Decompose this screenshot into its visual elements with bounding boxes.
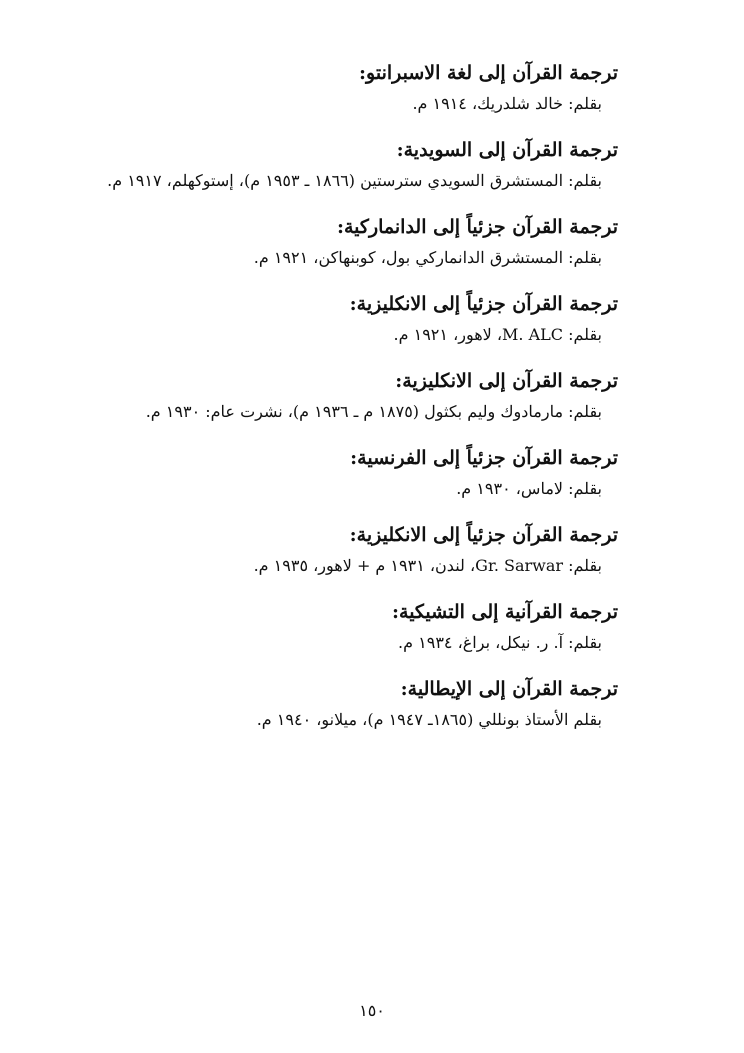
entry-danish-partial bbox=[58, 212, 618, 271]
entry-author-line: بقلم: لاماس، ١٩٣٠ م. bbox=[456, 479, 602, 498]
entry-english-partial-1921 bbox=[58, 289, 618, 348]
entry-author-line: بقلم الأستاذ بونللي (١٨٦٥ـ ١٩٤٧ م)، ميلانو، ١٩٤٠ م. bbox=[256, 710, 602, 729]
entry-heading: ترجمة القرآنية إلى التشيكية: bbox=[392, 601, 618, 623]
translation-entries-list bbox=[58, 58, 618, 751]
entry-author-line: بقلم: المستشرق الدانماركي بول، كوبنهاكن، ١٩٢١ م. bbox=[253, 248, 602, 267]
entry-heading: ترجمة القرآن إلى الإيطالية: bbox=[400, 678, 618, 700]
entry-english-pickthall bbox=[58, 366, 618, 425]
entry-heading: ترجمة القرآن جزئياً إلى الدانماركية: bbox=[336, 216, 618, 238]
entry-author-line: بقلم: M. ALC، لاهور، ١٩٢١ م. bbox=[393, 325, 602, 344]
entry-heading: ترجمة القرآن إلى الانكليزية: bbox=[395, 370, 618, 392]
entry-author-line: بقلم: خالد شلدريك، ١٩١٤ م. bbox=[412, 94, 602, 113]
entry-czech bbox=[58, 597, 618, 656]
entry-heading: ترجمة القرآن إلى السويدية: bbox=[396, 139, 618, 161]
entry-author-line: بقلم: Gr. Sarwar، لندن، ١٩٣١ م + لاهور، ١٩٣٥ م. bbox=[253, 556, 602, 575]
entry-swedish bbox=[58, 135, 618, 194]
entry-esperanto bbox=[58, 58, 618, 117]
entry-heading: ترجمة القرآن جزئياً إلى الفرنسية: bbox=[350, 447, 618, 469]
entry-author-line: بقلم: المستشرق السويدي سترستين (١٨٦٦ ـ ١٩٥٣ م)، إستوكهلم، ١٩١٧ م. bbox=[107, 171, 602, 190]
entry-heading: ترجمة القرآن إلى لغة الاسبرانتو: bbox=[359, 62, 618, 84]
entry-author-line: بقلم: مارمادوك وليم بكثول (١٨٧٥ م ـ ١٩٣٦ م)، نشرت عام: ١٩٣٠ م. bbox=[145, 402, 602, 421]
entry-author-line: بقلم: آ. ر. نيكل، براغ، ١٩٣٤ م. bbox=[398, 633, 602, 652]
entry-italian bbox=[58, 674, 618, 733]
entry-french-partial bbox=[58, 443, 618, 502]
entry-english-partial-sarwar bbox=[58, 520, 618, 579]
page-number: ١٥٠ bbox=[359, 1001, 385, 1020]
entry-heading: ترجمة القرآن جزئياً إلى الانكليزية: bbox=[349, 524, 618, 546]
entry-heading: ترجمة القرآن جزئياً إلى الانكليزية: bbox=[349, 293, 618, 315]
